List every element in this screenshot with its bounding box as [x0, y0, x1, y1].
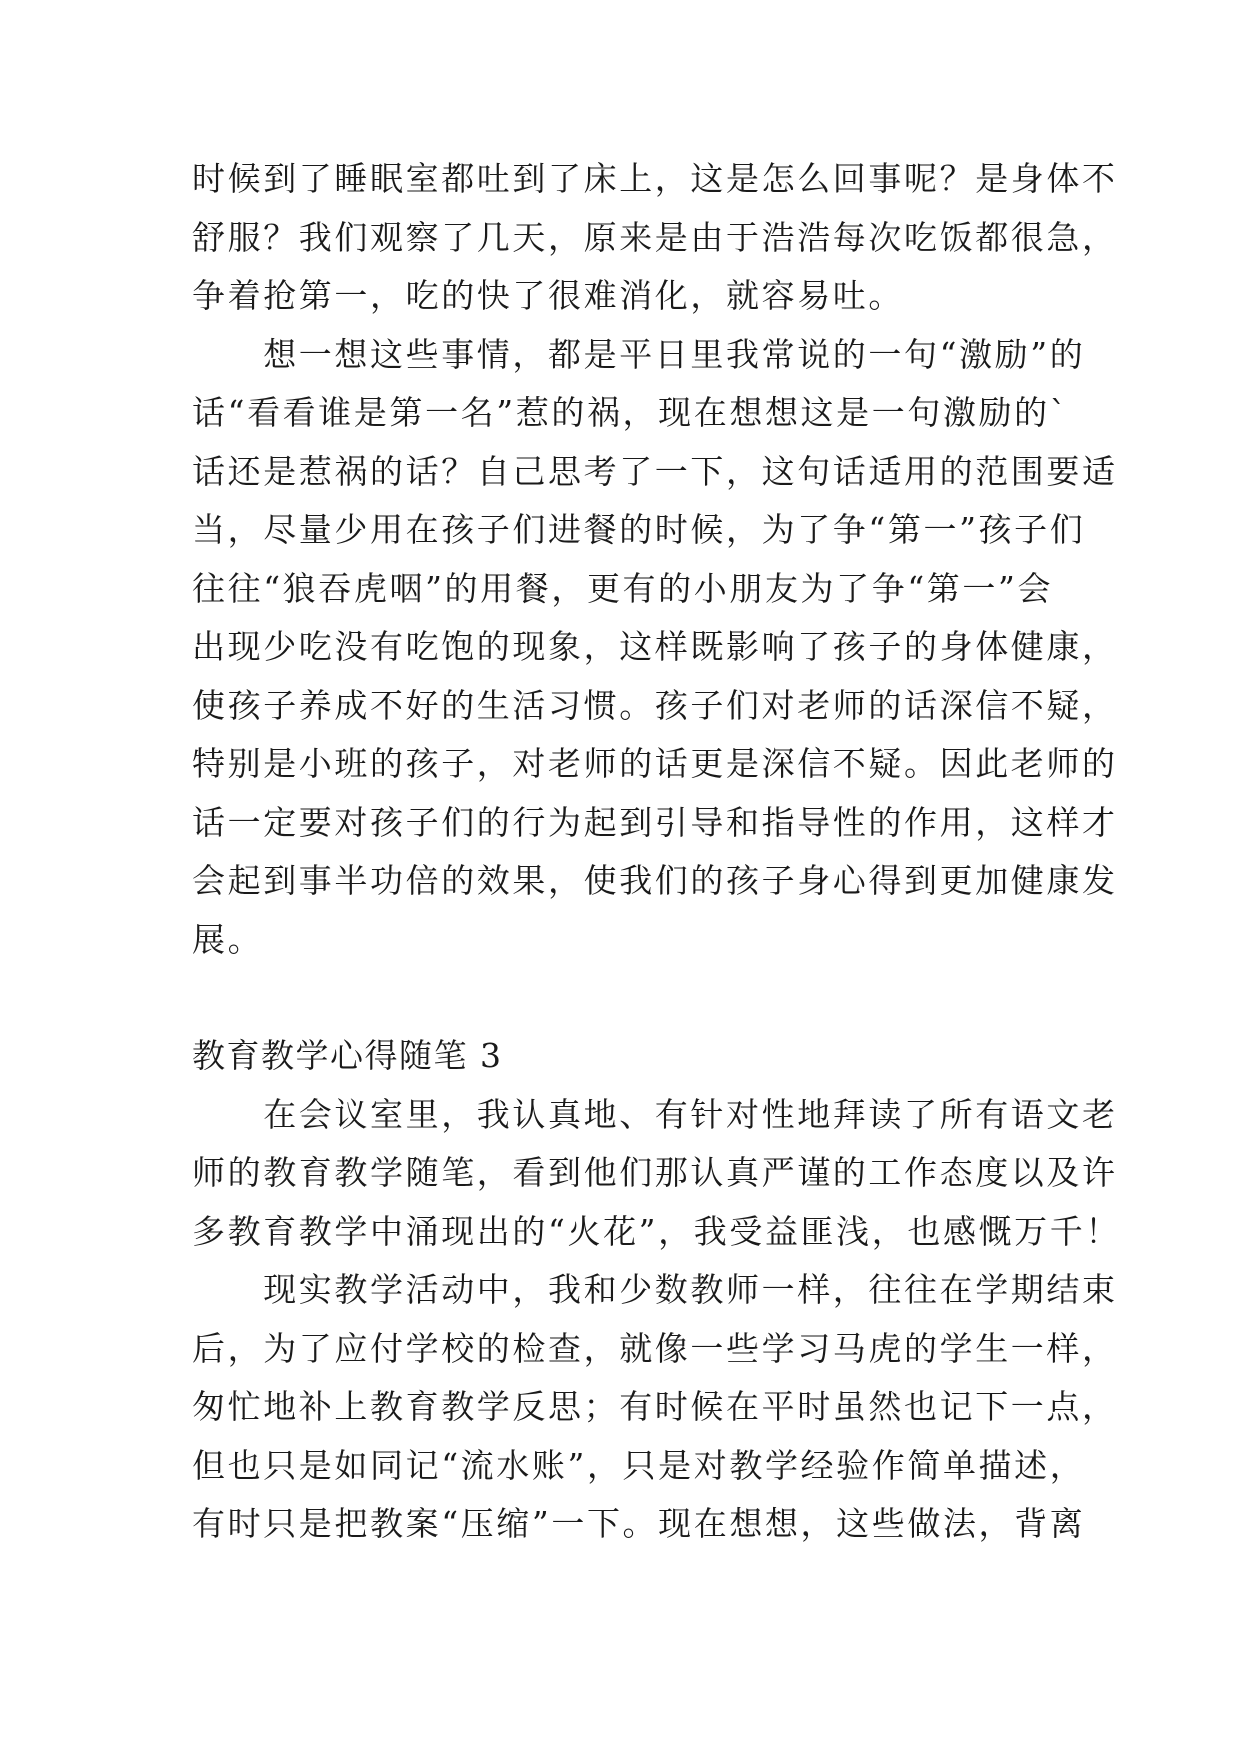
text-line: 师的教育教学随笔，看到他们那认真严谨的工作态度以及许	[192, 1153, 1118, 1192]
text-line: 往往“狼吞虎咽”的用餐，更有的小朋友为了争“第一”会	[192, 568, 1054, 608]
text-line: 多教育教学中涌现出的“火花”，我受益匪浅，也感慨万千！	[192, 1211, 1121, 1251]
text-line: 使孩子养成不好的生活习惯。孩子们对老师的话深信不疑，	[192, 685, 1118, 725]
text-line: 话一定要对孩子们的行为起到引导和指导性的作用，这样才	[192, 802, 1118, 842]
section-heading: 教育教学心得随笔 3	[192, 1036, 503, 1075]
text-line: 话“看看谁是第一名”惹的祸，现在想想这是一句激励的`	[192, 393, 1069, 432]
text-line: 会起到事半功倍的效果，使我们的孩子身心得到更加健康发	[192, 861, 1118, 900]
text-line: 特别是小班的孩子，对老师的话更是深信不疑。因此老师的	[192, 744, 1118, 783]
text-line: 出现少吃没有吃饱的现象，这样既影响了孩子的身体健康，	[192, 627, 1118, 666]
text-line: 现实教学活动中，我和少数教师一样，往往在学期结束	[192, 1270, 1118, 1309]
document-body	[192, 150, 1121, 1554]
text-line: 争着抢第一，吃的快了很难消化，就容易吐。	[192, 276, 904, 315]
text-line: 话还是惹祸的话？自己思考了一下，这句话适用的范围要适	[192, 451, 1118, 491]
text-line: 在会议室里，我认真地、有针对性地拜读了所有语文老	[192, 1094, 1118, 1134]
text-line: 时候到了睡眠室都吐到了床上，这是怎么回事呢？是身体不	[192, 159, 1118, 198]
text-line: 展。	[192, 919, 264, 959]
text-line: 想一想这些事情，都是平日里我常说的一句“激励”的	[192, 334, 1086, 374]
text-line: 但也只是如同记“流水账”，只是对教学经验作简单描述，	[192, 1445, 1086, 1485]
text-line: 有时只是把教案“压缩”一下。现在想想，这些做法，背离	[192, 1504, 1086, 1543]
text-line: 后，为了应付学校的检查，就像一些学习马虎的学生一样，	[192, 1328, 1118, 1368]
section-spacer	[192, 969, 1072, 1027]
text-line: 匆忙地补上教育教学反思；有时候在平时虽然也记下一点，	[192, 1387, 1118, 1426]
text-line: 当，尽量少用在孩子们进餐的时候，为了争“第一”孩子们	[192, 510, 1086, 549]
text-line: 舒服？我们观察了几天，原来是由于浩浩每次吃饭都很急，	[192, 217, 1118, 257]
